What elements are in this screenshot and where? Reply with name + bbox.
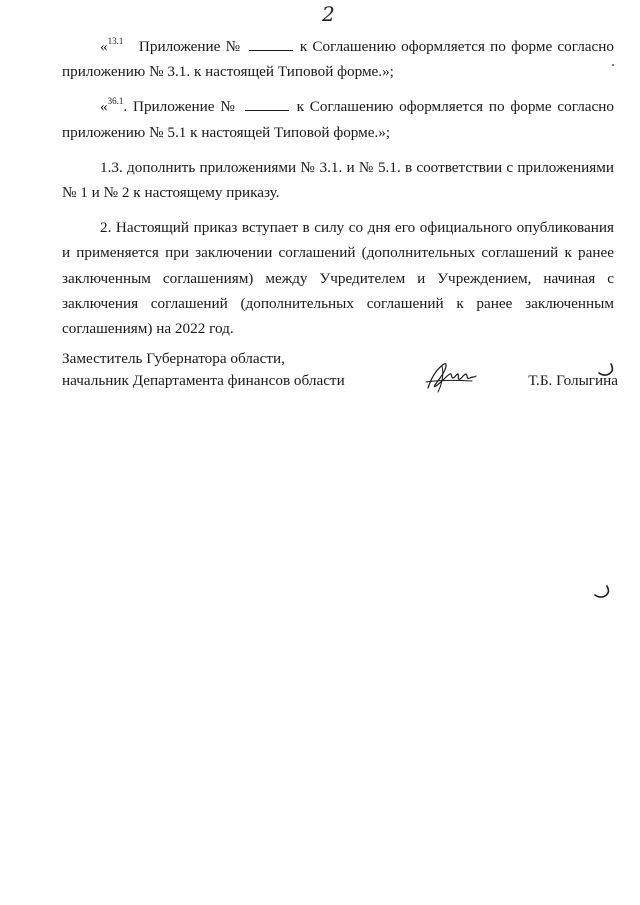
appendix-word: Приложение № [138, 38, 242, 55]
paragraph-13-1-line-2: приложению № 3.1. к настоящей Типовой форме.»; [62, 63, 394, 81]
paragraph-2-line-5: соглашениям) на 2022 год. [62, 320, 234, 338]
paragraph-36-1-line-1 [62, 94, 614, 119]
paragraph-2-line-1: 2. Настоящий приказ вступает в силу со дня его официального опубликования [100, 219, 614, 237]
handwritten-signature [422, 354, 482, 398]
paragraph-36-1-line-2: приложению № 5.1 к настоящей Типовой форме.»; [62, 123, 391, 141]
appendix-word: . Приложение № [123, 98, 237, 116]
paragraph-1-3-line-2: № 1 и № 2 к настоящему приказу. [62, 184, 280, 202]
paragraph-1-3-line-1: 1.3. дополнить приложениями № 3.1. и № 5.1. в соответствии с приложениями [100, 158, 614, 176]
paragraph-2-line-3: заключенным соглашениям) между Учредителем и Учреждением, начиная с [62, 269, 614, 287]
signatory-name: Т.Б. Голыгина [528, 372, 618, 389]
open-quote: « [100, 98, 108, 116]
page-number: 2 [322, 2, 335, 26]
paragraph-2-line-2: и применяется при заключении соглашений (дополнительных соглашений к ранее [62, 244, 614, 262]
blank-line [249, 38, 293, 51]
superscript-36-1: 36.1 [107, 96, 124, 107]
signatory-title-line-2: начальник Департамента финансов области [62, 372, 345, 389]
open-quote: « [100, 38, 108, 55]
paragraph-13-1-tail: к Соглашению оформляется по форме согласно [299, 38, 614, 55]
pen-mark [593, 584, 611, 600]
signature-block [62, 348, 618, 392]
signatory-title-line-1: Заместитель Губернатора области, [62, 350, 285, 367]
superscript-13-1: 13.1 [107, 36, 124, 46]
pen-mark [597, 362, 615, 378]
paragraph-13-1-line-1 [62, 34, 614, 59]
body-text [62, 34, 614, 351]
paragraph-2-line-4: заключения соглашений (дополнительных соглашений к ранее заключенным [62, 294, 614, 312]
paragraph-36-1-tail: к Соглашению оформляется по форме согласно [296, 98, 614, 116]
blank-line [245, 98, 289, 111]
